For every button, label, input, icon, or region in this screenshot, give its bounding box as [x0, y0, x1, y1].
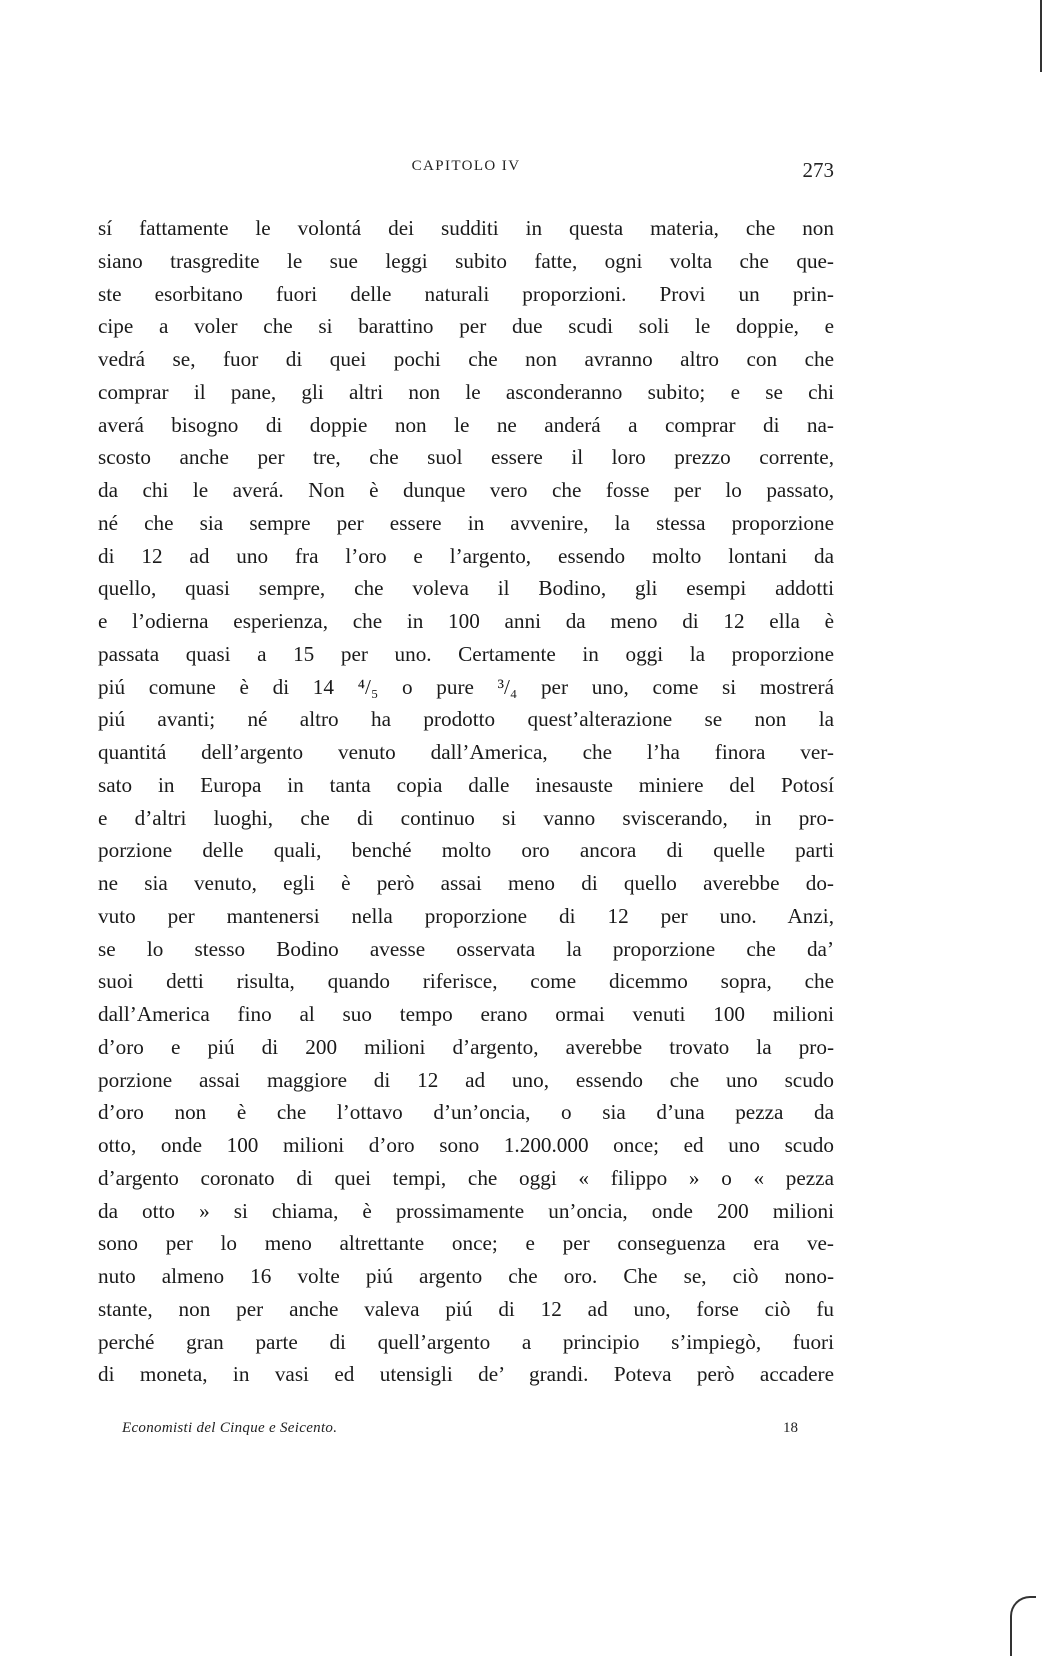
text-line: se lo stesso Bodino avesse osservata la proporzione che da’ — [98, 936, 834, 961]
text-line: quantitá dell’argento venuto dall’America, che l’ha finora ver- — [98, 740, 834, 764]
text-line: scosto anche per tre, che suol essere il loro prezzo corrente, — [98, 445, 834, 470]
text-line: porzione delle quali, benché molto oro ancora di quelle parti — [98, 838, 834, 863]
text-line: d’argento coronato di quei tempi, che oggi « filippo » o « pezza — [98, 1165, 834, 1190]
text-line: né che sia sempre per essere in avvenire, la stessa proporzione — [98, 510, 834, 535]
text-line: passata quasi a 15 per uno. Certamente in oggi la proporzione — [98, 641, 834, 666]
running-head — [98, 156, 834, 186]
scan-edge-mark — [1040, 0, 1042, 72]
body-paragraph — [98, 212, 834, 1391]
text-line: nuto almeno 16 volte piú argento che oro. Che se, ciò nono- — [98, 1264, 834, 1288]
text-line: piú avanti; né altro ha prodotto quest’alterazione se non la — [98, 707, 834, 732]
page-curl-mark — [1010, 1596, 1036, 1656]
text-line: sí fattamente le volontá dei sudditi in questa materia, che non — [98, 216, 834, 240]
text-line: stante, non per anche valeva piú di 12 ad uno, forse ciò fu — [98, 1296, 834, 1321]
text-line: d’oro e piú di 200 milioni d’argento, averebbe trovato la pro- — [98, 1034, 834, 1059]
chapter-heading: CAPITOLO IV — [411, 158, 521, 174]
signature-mark: 18 — [783, 1420, 798, 1436]
text-line: e l’odierna esperienza, che in 100 anni da meno di 12 ella è — [98, 609, 834, 633]
text-line: e d’altri luoghi, che di continuo si vanno sviscerando, in pro- — [98, 805, 834, 830]
text-line: porzione assai maggiore di 12 ad uno, essendo che uno scudo — [98, 1067, 834, 1092]
series-title: Economisti del Cinque e Seicento. — [122, 1420, 338, 1436]
text-line: comprar il pane, gli altri non le asconderanno subito; e se chi — [98, 379, 834, 404]
text-line: vuto per mantenersi nella proporzione di 12 per uno. Anzi, — [98, 903, 834, 928]
text-line: sono per lo meno altrettante once; e per conseguenza era ve- — [98, 1231, 834, 1256]
text-line: cipe a voler che si barattino per due scudi soli le doppie, e — [98, 314, 834, 339]
text-line: quello, quasi sempre, che voleva il Bodino, gli esempi addotti — [98, 576, 834, 601]
text-line: otto, onde 100 milioni d’oro sono 1.200.000 once; ed uno scudo — [98, 1133, 834, 1157]
text-line: suoi detti risulta, quando riferisce, come dicemmo sopra, che — [98, 969, 834, 994]
text-line: da otto » si chiama, è prossimamente un’oncia, onde 200 milioni — [98, 1198, 834, 1223]
text-line: piú comune è di 14 ⁴/₅ o pure ³/₄ per uno, come si mostrerá — [98, 674, 834, 699]
text-line: dall’America fino al suo tempo erano ormai venuti 100 milioni — [98, 1002, 834, 1026]
page-footer — [122, 1420, 798, 1450]
text-line: siano trasgredite le sue leggi subito fatte, ogni volta che que- — [98, 248, 834, 273]
text-line: ste esorbitano fuori delle naturali proporzioni. Provi un prin- — [98, 281, 834, 306]
text-line: di 12 ad uno fra l’oro e l’argento, essendo molto lontani da — [98, 543, 834, 568]
text-line: d’oro non è che l’ottavo d’un’oncia, o sia d’una pezza da — [98, 1100, 834, 1125]
page-number: 273 — [802, 158, 834, 182]
text-line: di moneta, in vasi ed utensigli de’ grandi. Poteva però accadere — [98, 1362, 834, 1387]
text-line: ne sia venuto, egli è però assai meno di quello averebbe do- — [98, 871, 834, 895]
text-line: averá bisogno di doppie non le ne anderá a comprar di na- — [98, 412, 834, 437]
text-line: sato in Europa in tanta copia dalle inesauste miniere del Potosí — [98, 772, 834, 797]
text-line: da chi le averá. Non è dunque vero che fosse per lo passato, — [98, 478, 834, 502]
text-line: vedrá se, fuor di quei pochi che non avranno altro con che — [98, 347, 834, 371]
text-line: perché gran parte di quell’argento a principio s’impiegò, fuori — [98, 1329, 834, 1354]
